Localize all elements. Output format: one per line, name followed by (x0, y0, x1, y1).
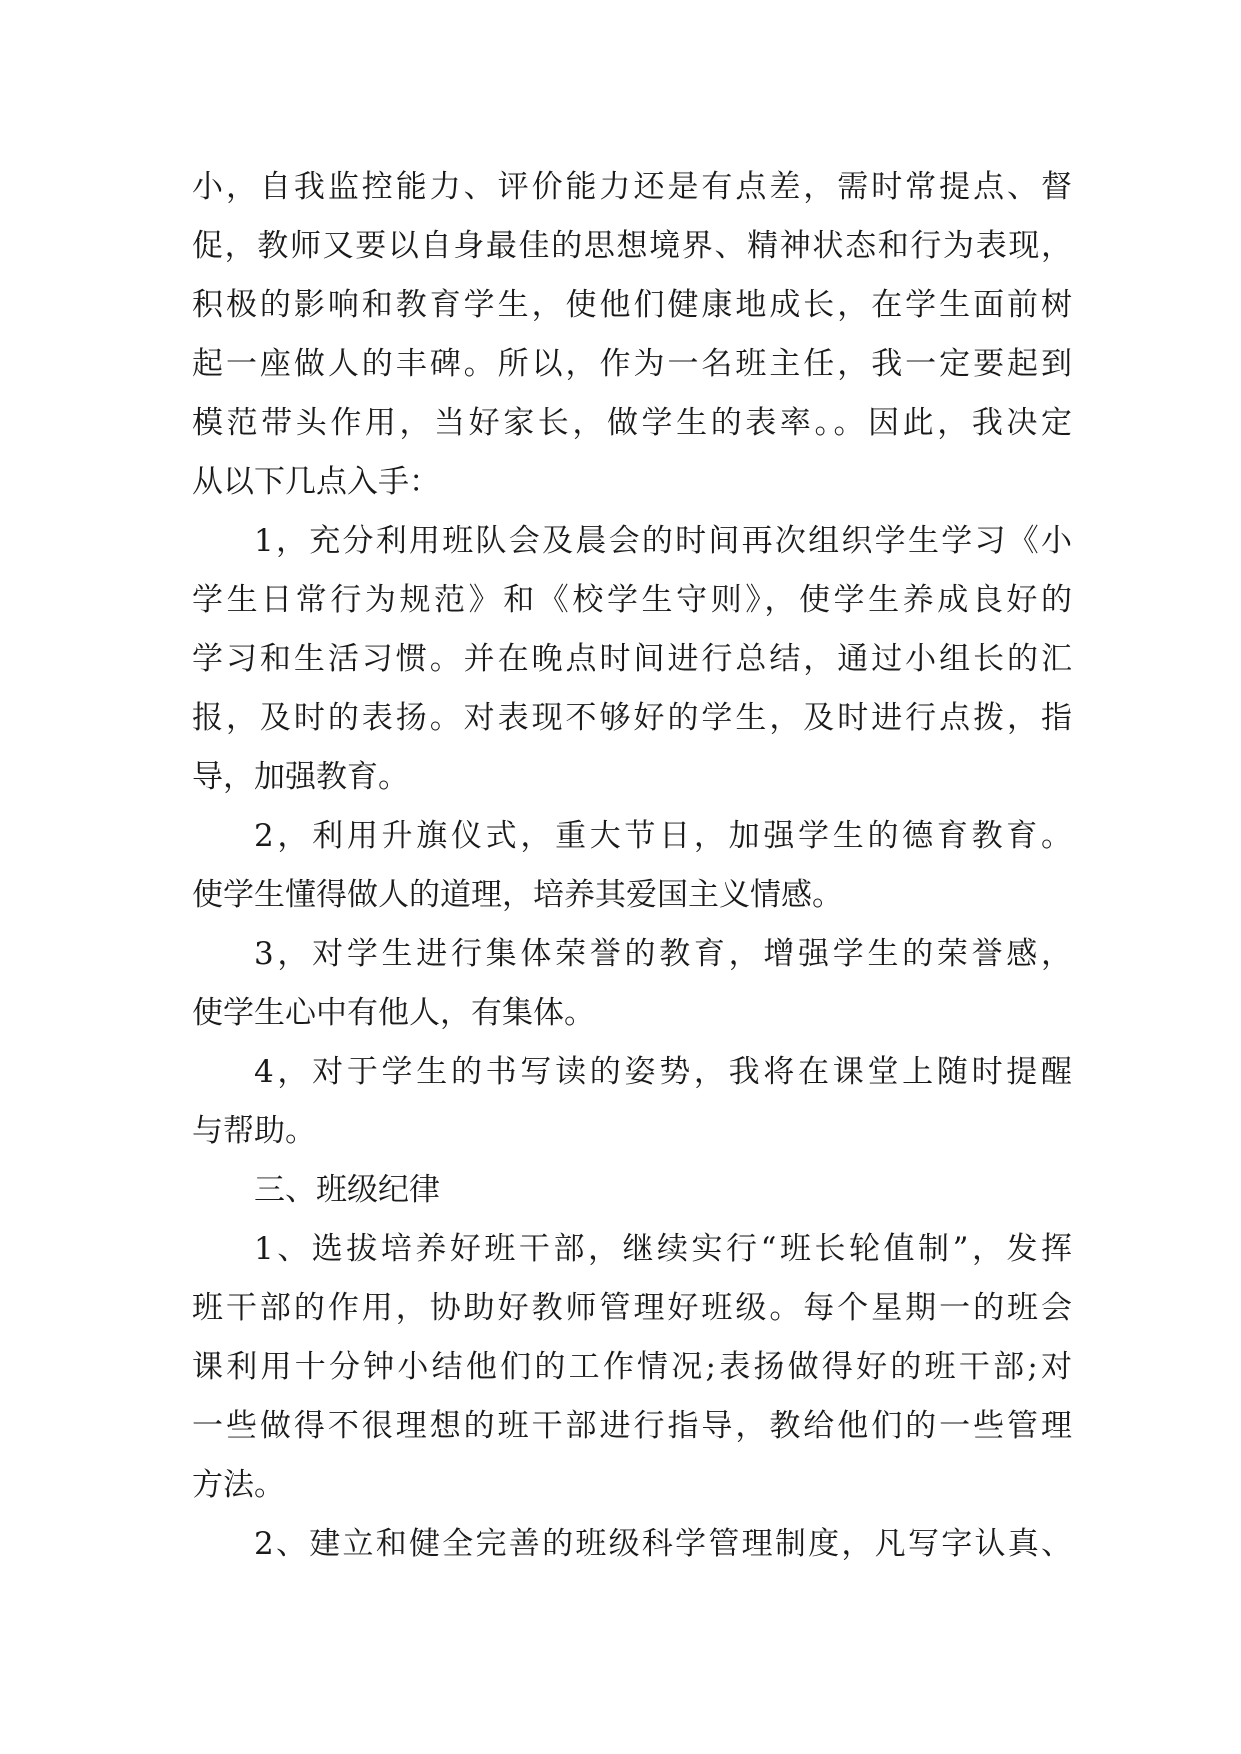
body-text (192, 158, 1072, 1574)
text-line: 课利用十分钟小结他们的工作情况;表扬做得好的班干部;对 (192, 1349, 1072, 1385)
text-line: 报，及时的表扬。对表现不够好的学生，及时进行点拨，指 (192, 700, 1072, 736)
text-line: 使学生懂得做人的道理，培养其爱国主义情感。 (192, 877, 843, 913)
text-line: 方法。 (192, 1467, 285, 1503)
text-line: 班干部的作用，协助好教师管理好班级。每个星期一的班会 (192, 1290, 1072, 1326)
text-line: 2、建立和健全完善的班级科学管理制度，凡写字认真、 (254, 1526, 1072, 1562)
text-line: 1，充分利用班队会及晨会的时间再次组织学生学习《小 (254, 523, 1072, 559)
text-line: 与帮助。 (192, 1113, 316, 1149)
text-line: 4，对于学生的书写读的姿势，我将在课堂上随时提醒 (254, 1054, 1072, 1090)
text-line: 学生日常行为规范》和《校学生守则》，使学生养成良好的 (192, 582, 1072, 618)
text-line: 导，加强教育。 (192, 759, 409, 795)
text-line: 3，对学生进行集体荣誉的教育，增强学生的荣誉感， (254, 936, 1072, 972)
text-line: 从以下几点入手： (192, 464, 440, 500)
text-line: 使学生心中有他人，有集体。 (192, 995, 595, 1031)
text-line: 小，自我监控能力、评价能力还是有点差，需时常提点、督 (192, 169, 1072, 205)
text-line: 促，教师又要以自身最佳的思想境界、精神状态和行为表现， (192, 228, 1072, 264)
text-line: 学习和生活习惯。并在晚点时间进行总结，通过小组长的汇 (192, 641, 1072, 677)
text-line: 2，利用升旗仪式，重大节日，加强学生的德育教育。 (254, 818, 1072, 854)
section-heading: 三、班级纪律 (254, 1172, 440, 1208)
text-line: 模范带头作用，当好家长，做学生的表率。。因此，我决定 (192, 405, 1072, 441)
text-line: 1、选拔培养好班干部，继续实行“班长轮值制”，发挥 (254, 1231, 1072, 1267)
text-line: 起一座做人的丰碑。所以，作为一名班主任，我一定要起到 (192, 346, 1072, 382)
text-line: 积极的影响和教育学生，使他们健康地成长，在学生面前树 (192, 287, 1072, 323)
text-line: 一些做得不很理想的班干部进行指导，教给他们的一些管理 (192, 1408, 1072, 1444)
